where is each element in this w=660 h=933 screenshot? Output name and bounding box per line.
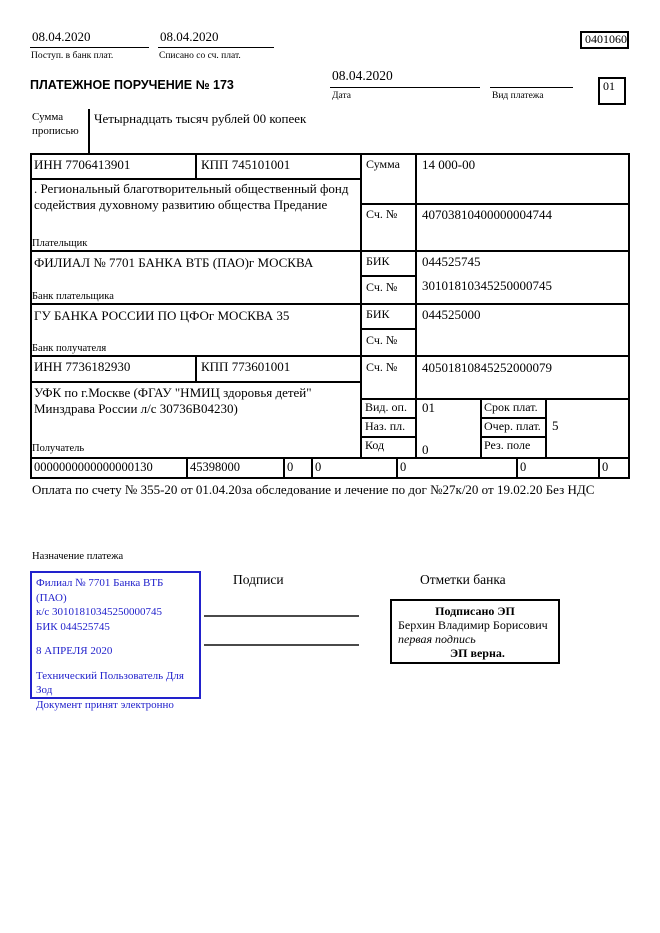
op-type-value: 01 bbox=[422, 400, 435, 415]
stamp-line bbox=[36, 634, 195, 644]
table-line-2 bbox=[30, 250, 630, 252]
payer-inn: ИНН 7706413901 bbox=[34, 157, 131, 172]
payer-name: . Региональный благотворительный общественный фонд содействия духовному развитию общества Предание bbox=[34, 181, 349, 213]
payment-type-value: 01 bbox=[603, 79, 615, 93]
bik-acct-divider-2 bbox=[360, 328, 415, 330]
payee-name: УФК по г.Москве (ФГАУ "НМИЦ здоровья детей" Минздрава России л/с 30736В04230) bbox=[34, 385, 312, 417]
payer-bank-account-label: Сч. № bbox=[366, 280, 398, 294]
debited-date: 08.04.2020 bbox=[160, 29, 219, 44]
attr-divider-3 bbox=[311, 457, 313, 477]
payee-bank-name: ГУ БАНКА РОССИИ ПО ЦФОг МОСКВА 35 bbox=[34, 308, 290, 323]
payer-bank-bik-value: 044525745 bbox=[422, 254, 481, 269]
received-in-bank-label: Поступ. в банк плат. bbox=[31, 51, 114, 61]
form-code: 0401060 bbox=[585, 32, 627, 46]
payee-account-label: Сч. № bbox=[366, 360, 398, 374]
inn-row1-underline bbox=[30, 178, 360, 180]
payee-inn: ИНН 7736182930 bbox=[34, 359, 131, 374]
payer-account-value: 40703810400000004744 bbox=[422, 207, 552, 222]
date-underline bbox=[330, 87, 480, 88]
document-title: ПЛАТЕЖНОЕ ПОРУЧЕНИЕ № 173 bbox=[30, 78, 234, 92]
signatures-title: Подписи bbox=[233, 572, 284, 587]
debited-label: Списано со сч. плат. bbox=[159, 51, 241, 61]
op-code-value: 0 bbox=[422, 442, 429, 457]
signature-line-2 bbox=[204, 644, 359, 646]
payee-bank-bik-value: 044525000 bbox=[422, 307, 481, 322]
labels-col-divider bbox=[415, 153, 417, 457]
table-line-bottom bbox=[30, 477, 630, 479]
payment-kind-field: 0 bbox=[602, 460, 609, 474]
oktmo-field: 45398000 bbox=[190, 460, 240, 474]
attr-divider-4 bbox=[396, 457, 398, 477]
bank-marks-title: Отметки банка bbox=[420, 572, 506, 587]
op-col-divider-2 bbox=[545, 398, 547, 457]
stamp-line: Документ принят электронно bbox=[36, 698, 174, 711]
payer-kpp: КПП 745101001 bbox=[201, 157, 291, 172]
attr-divider-1 bbox=[186, 457, 188, 477]
stamp-line bbox=[36, 659, 195, 669]
op-due-date-label: Срок плат. bbox=[484, 400, 538, 414]
inn-kpp-divider-2 bbox=[195, 355, 197, 381]
payer-bank-name: ФИЛИАЛ № 7701 БАНКА ВТБ (ПАО)г МОСКВА bbox=[34, 255, 314, 270]
op-purpose-code-label: Наз. пл. bbox=[365, 419, 406, 433]
basis-field: 0 bbox=[287, 460, 294, 474]
table-line-3 bbox=[30, 303, 630, 305]
table-border-right bbox=[628, 153, 630, 477]
kbk-field: 0000000000000000130 bbox=[34, 460, 153, 474]
table-line-top bbox=[30, 153, 630, 155]
amount-words-divider bbox=[88, 109, 90, 153]
inn-row2-underline bbox=[30, 381, 360, 383]
payee-account-value: 40501810845252000079 bbox=[422, 360, 552, 375]
payer-account-label: Сч. № bbox=[366, 207, 398, 221]
stamp-line: БИК 044525745 bbox=[36, 620, 110, 633]
signature-kind: первая подпись bbox=[398, 632, 476, 647]
form-code-box bbox=[580, 31, 629, 49]
payer-bank-account-value: 30101810345250000745 bbox=[422, 278, 552, 293]
payee-bank-section-label: Банк получателя bbox=[32, 343, 107, 354]
amount-words-value: Четырнадцать тысяч рублей 00 копеек bbox=[94, 111, 307, 126]
amount-value: 14 000-00 bbox=[422, 157, 476, 172]
payee-section-label: Получатель bbox=[32, 443, 85, 454]
stamp-line: Технический Пользователь Для Зод bbox=[36, 669, 184, 697]
amount-words-label: Сумма прописью bbox=[32, 111, 79, 137]
payer-bank-section-label: Банк плательщика bbox=[32, 291, 114, 302]
payee-kpp: КПП 773601001 bbox=[201, 359, 291, 374]
op-code-label: Код bbox=[365, 438, 385, 452]
op-reserve-label: Рез. поле bbox=[484, 438, 531, 452]
debited-date-underline bbox=[158, 47, 274, 48]
stamp-line: к/с 30101810345250000745 bbox=[36, 606, 163, 619]
attr-divider-6 bbox=[598, 457, 600, 477]
date-label: Дата bbox=[332, 91, 351, 101]
payment-kind-underline bbox=[490, 87, 573, 88]
table-line-5 bbox=[30, 457, 630, 459]
payee-bank-account-label: Сч. № bbox=[366, 333, 398, 347]
sum-row-underline bbox=[360, 203, 630, 205]
tax-period-field: 0 bbox=[315, 460, 322, 474]
table-border-left bbox=[30, 153, 32, 477]
op-priority-value: 5 bbox=[552, 418, 559, 433]
attr-divider-5 bbox=[516, 457, 518, 477]
purpose-section-label: Назначение платежа bbox=[32, 551, 124, 562]
signer-name: Берхин Владимир Борисович bbox=[398, 618, 548, 633]
doc-date-field: 0 bbox=[520, 460, 527, 474]
signed-heading: Подписано ЭП bbox=[435, 604, 515, 618]
op-col-divider-1 bbox=[480, 398, 482, 457]
payee-bank-bik-label: БИК bbox=[366, 307, 390, 321]
payment-type-box bbox=[598, 77, 626, 105]
inn-kpp-divider-1 bbox=[195, 153, 197, 178]
stamp-line: 8 АПРЕЛЯ 2020 bbox=[36, 645, 113, 658]
payer-bank-bik-label: БИК bbox=[366, 254, 390, 268]
received-in-bank-date: 08.04.2020 bbox=[32, 29, 91, 44]
table-line-4 bbox=[30, 355, 630, 357]
bank-electronic-stamp bbox=[30, 571, 201, 711]
received-date-underline bbox=[30, 47, 149, 48]
amount-label: Сумма bbox=[366, 157, 400, 171]
doc-number-field: 0 bbox=[400, 460, 407, 474]
signature-validity: ЭП верна. bbox=[450, 646, 505, 661]
signature-line-1 bbox=[204, 615, 359, 617]
attr-divider-2 bbox=[283, 457, 285, 477]
payer-section-label: Плательщик bbox=[32, 238, 88, 249]
stamp-line: Филиал № 7701 Банка ВТБ (ПАО) bbox=[36, 577, 164, 604]
payment-kind-label: Вид платежа bbox=[492, 91, 544, 101]
bik-acct-divider-1 bbox=[360, 275, 415, 277]
op-type-label: Вид. оп. bbox=[365, 400, 407, 414]
document-date: 08.04.2020 bbox=[332, 68, 393, 83]
bank-marks-box bbox=[390, 599, 560, 664]
purpose-text: Оплата по счету № 355-20 от 01.04.20за обследование и лечение по дог №27к/20 от 19.02.20 Без НДС bbox=[32, 482, 595, 497]
op-priority-label: Очер. плат. bbox=[484, 419, 541, 433]
